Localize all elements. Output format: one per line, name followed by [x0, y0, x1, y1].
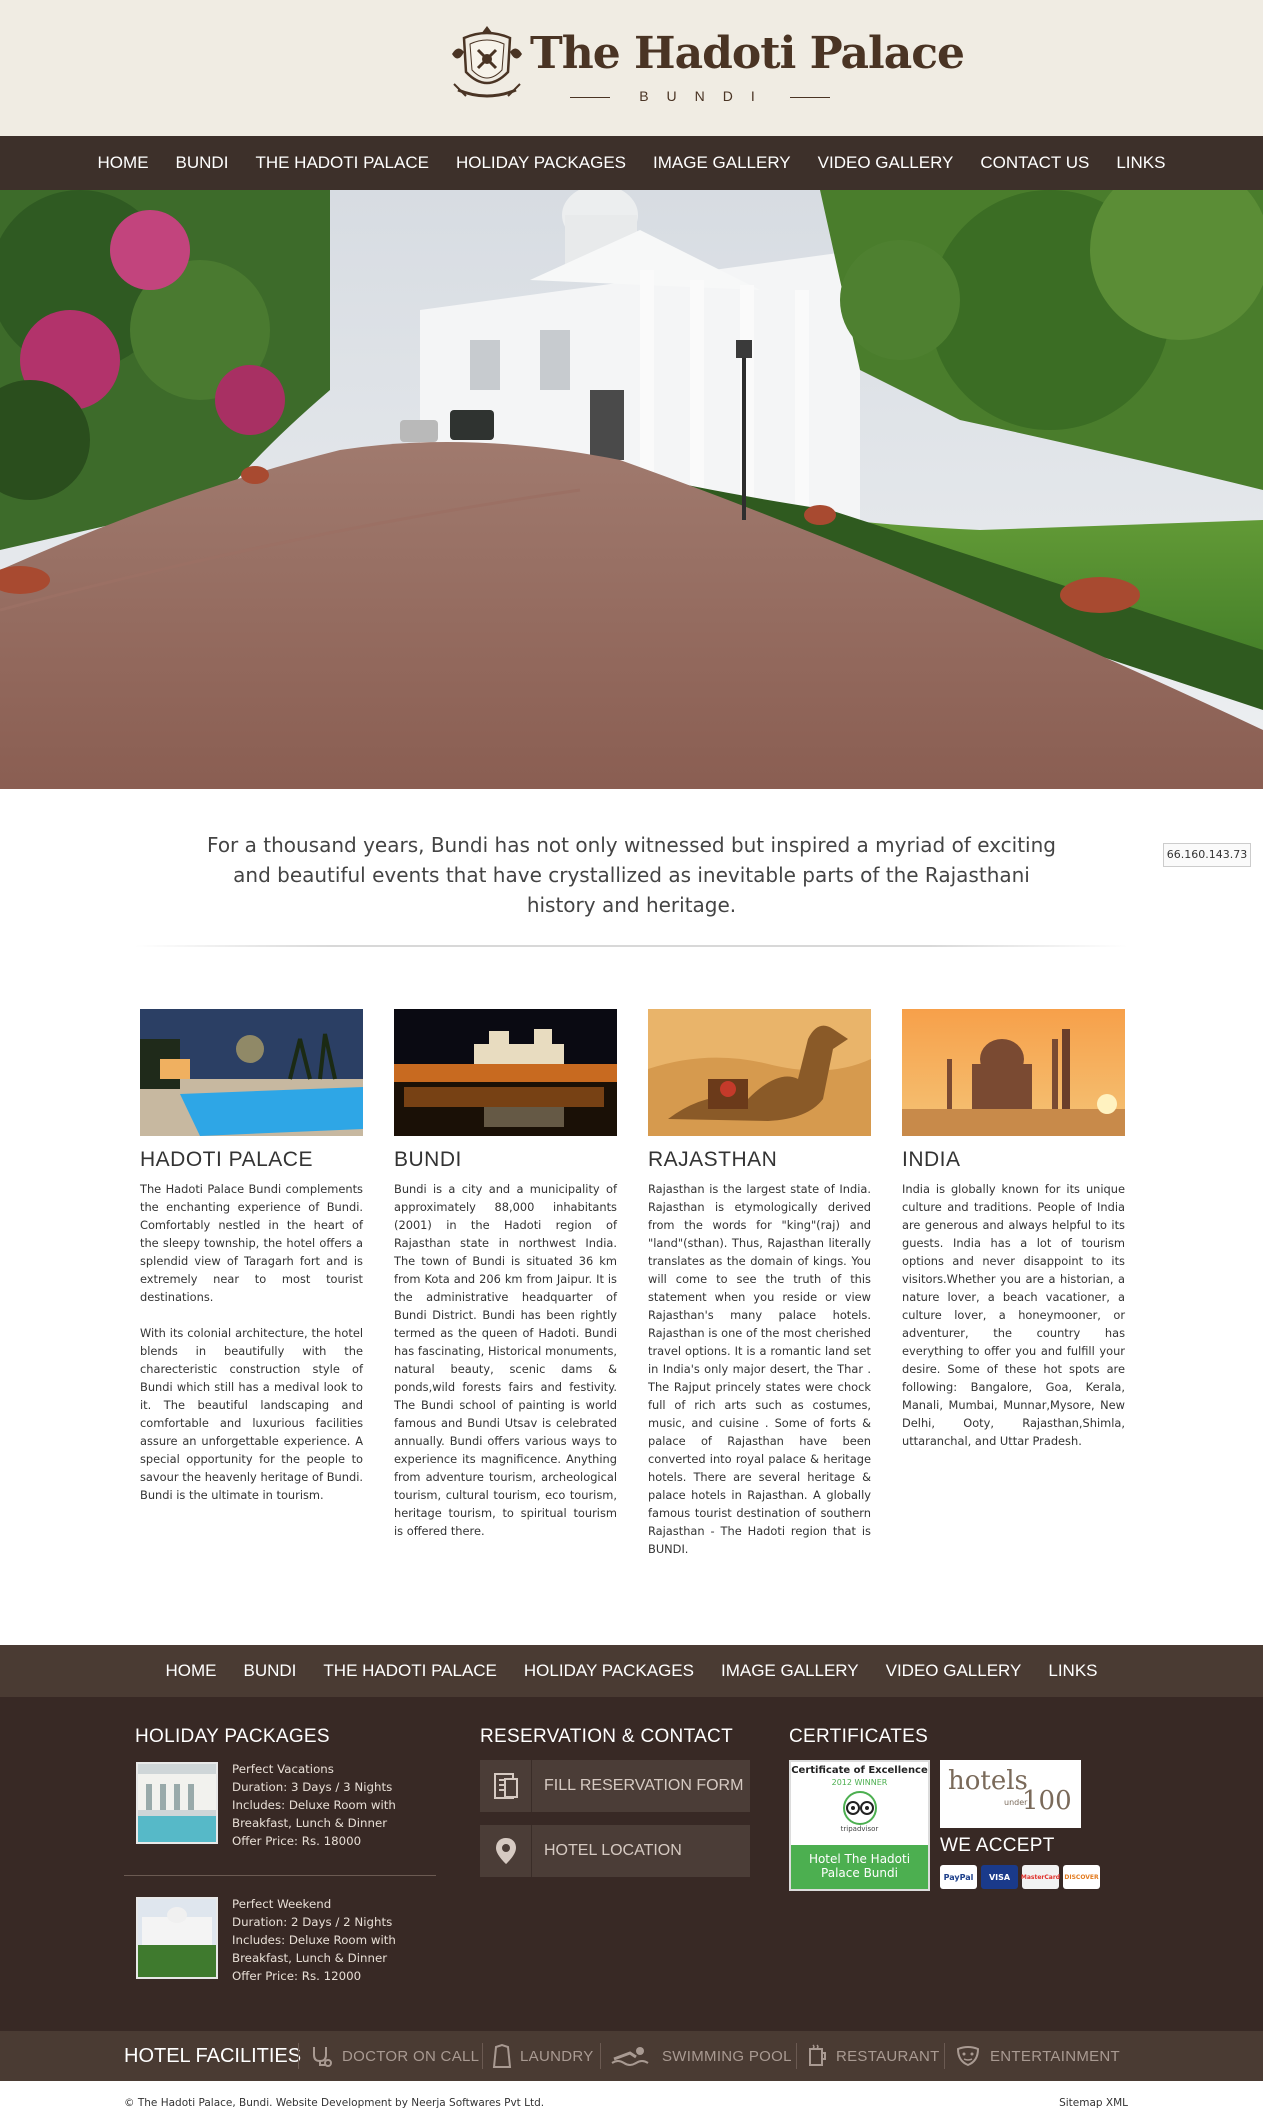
column-title: INDIA — [902, 1148, 961, 1171]
site-header — [0, 0, 1263, 136]
facility-entertainment — [954, 2031, 1120, 2081]
footer-nav-hadoti-palace[interactable]: THE HADOTI PALACE — [323, 1661, 497, 1680]
certificate-hotel-name: Hotel The Hadoti Palace Bundi — [791, 1845, 928, 1889]
facility-label: DOCTOR ON CALL — [342, 2047, 480, 2065]
logo-title: The Hadoti Palace — [530, 28, 965, 79]
facility-label: ENTERTAINMENT — [990, 2047, 1121, 2065]
footer-nav-links[interactable]: LINKS — [1048, 1661, 1098, 1680]
hero-image — [0, 190, 1263, 789]
fill-reservation-form-label: FILL RESERVATION FORM — [544, 1777, 744, 1794]
nav-image-gallery[interactable]: IMAGE GALLERY — [653, 153, 791, 172]
column-paragraph: The Hadoti Palace Bundi complements the enchanting experience of Bundi. Comfortably nestled in the heart of the sleepy township, the hotel offers a splendid view of Taragarh fort and is extremely near to most tourist destinations. — [140, 1182, 363, 1304]
tripadvisor-certificate[interactable] — [789, 1760, 930, 1891]
copyright-bar — [0, 2081, 1263, 2126]
facility-restaurant — [806, 2031, 940, 2081]
column-india — [902, 1009, 1125, 1450]
package-includes: Includes: Deluxe Room with Breakfast, Lunch & Dinner — [232, 1933, 396, 1965]
column-hadoti-palace — [140, 1009, 363, 1504]
package-includes: Includes: Deluxe Room with Breakfast, Lunch & Dinner — [232, 1798, 396, 1830]
footer-nav-bundi[interactable]: BUNDI — [243, 1661, 297, 1680]
certificate-year: 2012 WINNER — [831, 1778, 888, 1787]
rajasthan-thumbnail[interactable] — [648, 1009, 871, 1136]
certificate-heading: Certificate of Excellence — [791, 1765, 928, 1776]
main-nav — [0, 136, 1263, 190]
swimming-icon — [610, 2043, 654, 2069]
fill-reservation-form-button[interactable] — [480, 1760, 750, 1812]
nav-holiday-packages[interactable]: HOLIDAY PACKAGES — [455, 153, 626, 172]
column-rajasthan — [648, 1009, 871, 1558]
nav-bundi[interactable]: BUNDI — [175, 153, 229, 172]
hotels-100-text: 100 — [1022, 1786, 1072, 1816]
footer-nav-image-gallery[interactable]: IMAGE GALLERY — [720, 1661, 859, 1680]
section-divider — [135, 945, 1128, 947]
logo-subtitle: BUNDI — [576, 88, 836, 104]
restaurant-icon — [806, 2043, 828, 2069]
nav-home[interactable]: HOME — [97, 153, 149, 172]
form-icon — [480, 1760, 532, 1812]
payment-cards — [940, 1865, 1100, 1889]
column-title: HADOTI PALACE — [140, 1148, 313, 1171]
facility-label: SWIMMING POOL — [662, 2047, 792, 2065]
package-thumbnail[interactable] — [136, 1762, 218, 1844]
tripadvisor-owl-icon — [840, 1791, 880, 1825]
package-details — [232, 1760, 432, 1850]
facility-swimming-pool — [610, 2031, 792, 2081]
facility-doctor-on-call — [308, 2031, 479, 2081]
column-paragraph: Rajasthan is the largest state of India. Rajasthan is etymologically derived from the words for "king"(raj) and "land"(sthan). Thus, Rajasthan literally translates as the domain of kings. You will come to see the truth of this statement when you reside or view Rajasthan's many palace hotels. Rajasthan is one of the most cherished travel options. It is a romantic land set in India's only major desert, the Thar . The Rajput princely states were chock full of rich arts such as costumes, music, and cuisine . Some of forts & palace of Rajasthan have been converted into royal palace & heritage hotels. There are several heritage & palace hotels in Rajasthan. A globally famous tourist destination of southern Rajasthan - The Hadoti region that is BUNDI. — [648, 1182, 871, 1556]
certificates-heading: CERTIFICATES — [789, 1726, 929, 1747]
package-item[interactable] — [136, 1762, 436, 1852]
footer-nav-video-gallery[interactable]: VIDEO GALLERY — [885, 1661, 1022, 1680]
entertainment-icon — [954, 2043, 982, 2069]
package-details — [232, 1895, 432, 1985]
we-accept-heading: WE ACCEPT — [940, 1835, 1055, 1856]
stethoscope-icon — [308, 2043, 334, 2069]
column-bundi — [394, 1009, 617, 1540]
hotel-location-label: HOTEL LOCATION — [544, 1842, 682, 1859]
hotel-location-button[interactable] — [480, 1825, 750, 1877]
sitemap-link[interactable]: Sitemap XML — [1059, 2097, 1128, 2109]
reservation-contact-heading: RESERVATION & CONTACT — [480, 1726, 733, 1747]
nav-video-gallery[interactable]: VIDEO GALLERY — [817, 153, 954, 172]
package-name[interactable]: Perfect Vacations — [232, 1762, 334, 1776]
hotels-under-100-badge[interactable] — [940, 1760, 1081, 1828]
hotels-under-text: under — [1004, 1798, 1028, 1807]
mastercard-icon: MasterCard — [1022, 1865, 1059, 1889]
nav-links[interactable]: LINKS — [1116, 153, 1166, 172]
package-price: Offer Price: Rs. 12000 — [232, 1969, 362, 1983]
footer-nav-holiday-packages[interactable]: HOLIDAY PACKAGES — [523, 1661, 694, 1680]
footer-nav-home[interactable]: HOME — [165, 1661, 217, 1680]
nav-hadoti-palace[interactable]: THE HADOTI PALACE — [255, 153, 429, 172]
package-name[interactable]: Perfect Weekend — [232, 1897, 332, 1911]
package-thumbnail[interactable] — [136, 1897, 218, 1979]
visa-card-icon: VISA — [981, 1865, 1018, 1889]
package-separator — [124, 1875, 436, 1876]
hadoti-palace-thumbnail[interactable] — [140, 1009, 363, 1136]
column-title: BUNDI — [394, 1148, 462, 1171]
package-price: Offer Price: Rs. 18000 — [232, 1834, 362, 1848]
copyright-text[interactable]: © The Hadoti Palace, Bundi. Website Development by Neerja Softwares Pvt Ltd. — [124, 2097, 545, 2109]
tripadvisor-brand: tripadvisor — [840, 1825, 879, 1833]
package-item[interactable] — [136, 1897, 436, 1987]
nav-contact-us[interactable]: CONTACT US — [980, 153, 1090, 172]
column-title: RAJASTHAN — [648, 1148, 778, 1171]
column-paragraph: With its colonial architecture, the hotel blends in beautifully with the charecteristic construction style of Bundi which still has a medival look to it. The beautiful landscaping and comfortable and luxurious facilities assure an unforgettable experience. A special opportunity for the people to savour the heavenly heritage of Bundi. Bundi is the ultimate in tourism. — [140, 1326, 363, 1502]
ip-address: 66.160.143.73 — [1163, 843, 1251, 867]
paypal-card-icon: PayPal — [940, 1865, 977, 1889]
facility-label: RESTAURANT — [836, 2047, 940, 2065]
discover-card-icon: DISCOVER — [1063, 1865, 1100, 1889]
location-pin-icon — [480, 1825, 532, 1877]
column-paragraph: Bundi is a city and a municipality of approximately 88,000 inhabitants (2001) in the Hadoti region of Rajasthan state in northwest India. The town of Bundi is situated 36 km from Kota and 206 km from Jaipur. It is the administrative headquarter of Bundi District. Bundi has been rightly termed as the queen of Hadoti. Bundi has fascinating, Historical monuments, natural beauty, scenic dams & ponds,wild forests fairs and festivity. The Bundi school of painting is world famous and Bundi Utsav is celebrated annually. Bundi offers various ways to experience its magnificence. Anything from adventure tourism, archeological tourism, cultural tourism, eco tourism, heritage tourism, to spiritual tourism is offered there. — [394, 1182, 617, 1538]
facility-laundry — [492, 2031, 594, 2081]
hotel-facilities-bar — [0, 2031, 1263, 2081]
bundi-thumbnail[interactable] — [394, 1009, 617, 1136]
holiday-packages-heading: HOLIDAY PACKAGES — [135, 1726, 330, 1747]
india-thumbnail[interactable] — [902, 1009, 1125, 1136]
package-duration: Duration: 2 Days / 2 Nights — [232, 1915, 393, 1929]
facility-label: LAUNDRY — [520, 2047, 594, 2065]
intro-text: For a thousand years, Bundi has not only witnessed but inspired a myriad of exciting and beautiful events that have crystallized as inevitable parts of the Rajasthani history and heritage. — [207, 833, 1056, 917]
column-paragraph: India is globally known for its unique culture and traditions. People of India are generous and always helpful to its guests. India has a lot of tourism options and never disappoint to its visitors.Whether you are a historian, a nature lover, a beach vacationer, a culture lover, a honeymooner, or adventurer, the country has everything to offer you and fulfill your desire. Some of these hot spots are following: Bangalore, Goa, Kerala, Manali, Mumbai, Munnar,Mysore, New Delhi, Ooty, Rajasthan,Shimla, uttaranchal, and Uttar Pradesh. — [902, 1182, 1125, 1448]
footer-nav — [0, 1645, 1263, 1697]
crest-icon — [448, 24, 526, 104]
package-duration: Duration: 3 Days / 3 Nights — [232, 1780, 393, 1794]
hotels-logo-text: hotels — [948, 1766, 1028, 1796]
hotel-facilities-title: HOTEL FACILITIES — [124, 2045, 302, 2067]
site-logo[interactable] — [448, 20, 965, 112]
laundry-icon — [492, 2043, 512, 2069]
